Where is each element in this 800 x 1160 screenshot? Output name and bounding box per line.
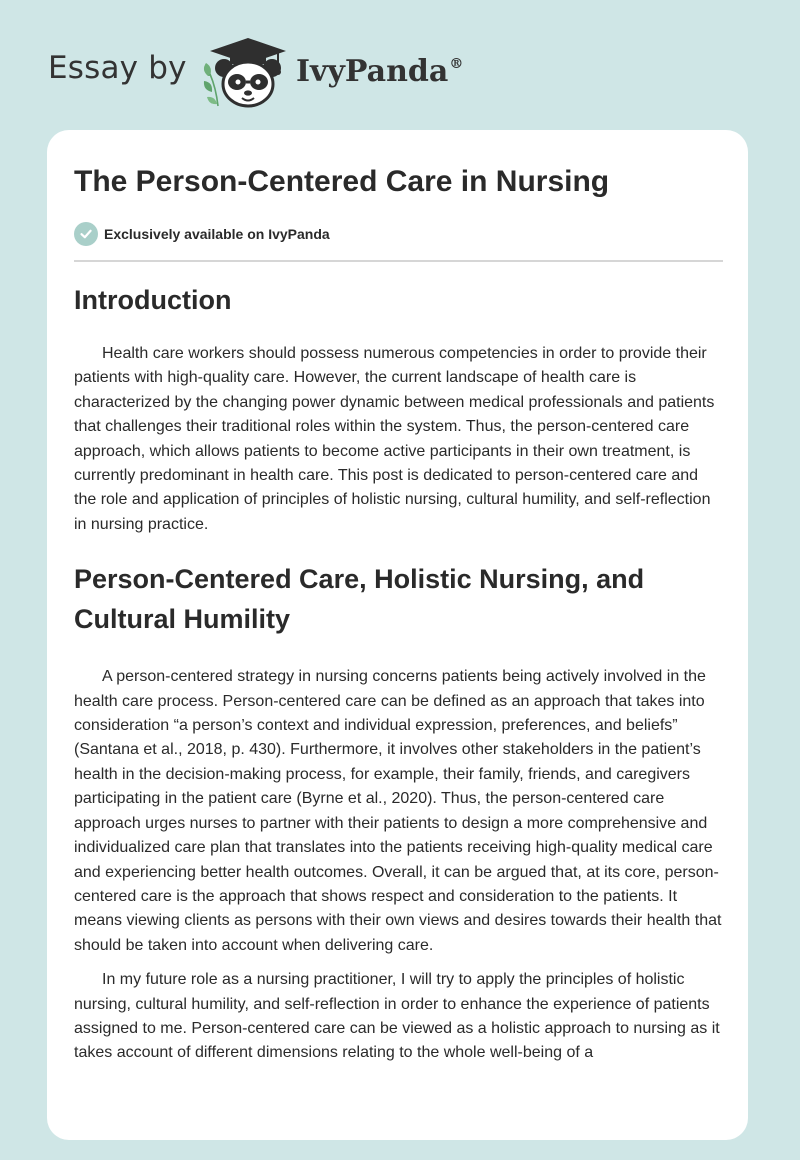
title-divider: [74, 260, 723, 262]
panda-graduate-icon: [198, 36, 290, 110]
section-heading-person-centered-care: Person-Centered Care, Holistic Nursing, and Cultural Humility: [74, 564, 645, 635]
exclusive-label: Exclusively available on IvyPanda: [104, 226, 330, 242]
check-circle-icon: [74, 222, 98, 246]
exclusive-badge: [74, 221, 330, 247]
article-body: [74, 280, 723, 1066]
essay-by-label: Essay by: [48, 50, 187, 86]
article-card: [47, 130, 748, 1140]
paragraph: In my future role as a nursing practitioner, I will try to apply the principles of holistic nursing, cultural humility, and self-reflection in order to enhance the experience of patients assigned to me. Person-centered care can be viewed as a holistic approach to nursing as it takes account of different dimensions relating to the whole well-being of a: [74, 971, 720, 1062]
section-heading-introduction: Introduction: [74, 285, 232, 315]
paragraph: A person-centered strategy in nursing concerns patients being actively involved in the health care process. Person-centered care can be defined as an approach that takes into consideration “a person’s context and individual expression, preferences, and beliefs” (Santana et al., 2018, p. 430). Furthermore, it involves other stakeholders in the patient’s health in the decision-making process, for example, their family, friends, and caregivers participating in the patient care (Byrne et al., 2020). Thus, the person-centered care approach urges nurses to partner with their patients to design a more comprehensive and individualized care plan that translates into the patients receiving high-quality medical care and experiencing better health outcomes. Overall, it can be argued that, at its core, person-centered care is the approach that shows respect and consideration to the patients. It means viewing clients as persons with their own views and desires towards their health that should be taken into account when delivering care.: [74, 668, 722, 954]
site-header: [0, 0, 800, 130]
page-title: The Person-Centered Care in Nursing: [74, 165, 610, 198]
paragraph: Health care workers should possess numerous competencies in order to provide their patients with high-quality care. However, the current landscape of health care is characterized by the changing power dynamic between medical professionals and patients that challenges their traditional roles within the system. Thus, the person-centered care approach, which allows patients to become active participants in their own treatment, is currently predominant in health care. This post is dedicated to person-centered care and the role and application of principles of holistic nursing, cultural humility, and self-reflection in nursing practice.: [74, 345, 715, 533]
brand-name: IvyPanda®: [296, 54, 464, 89]
